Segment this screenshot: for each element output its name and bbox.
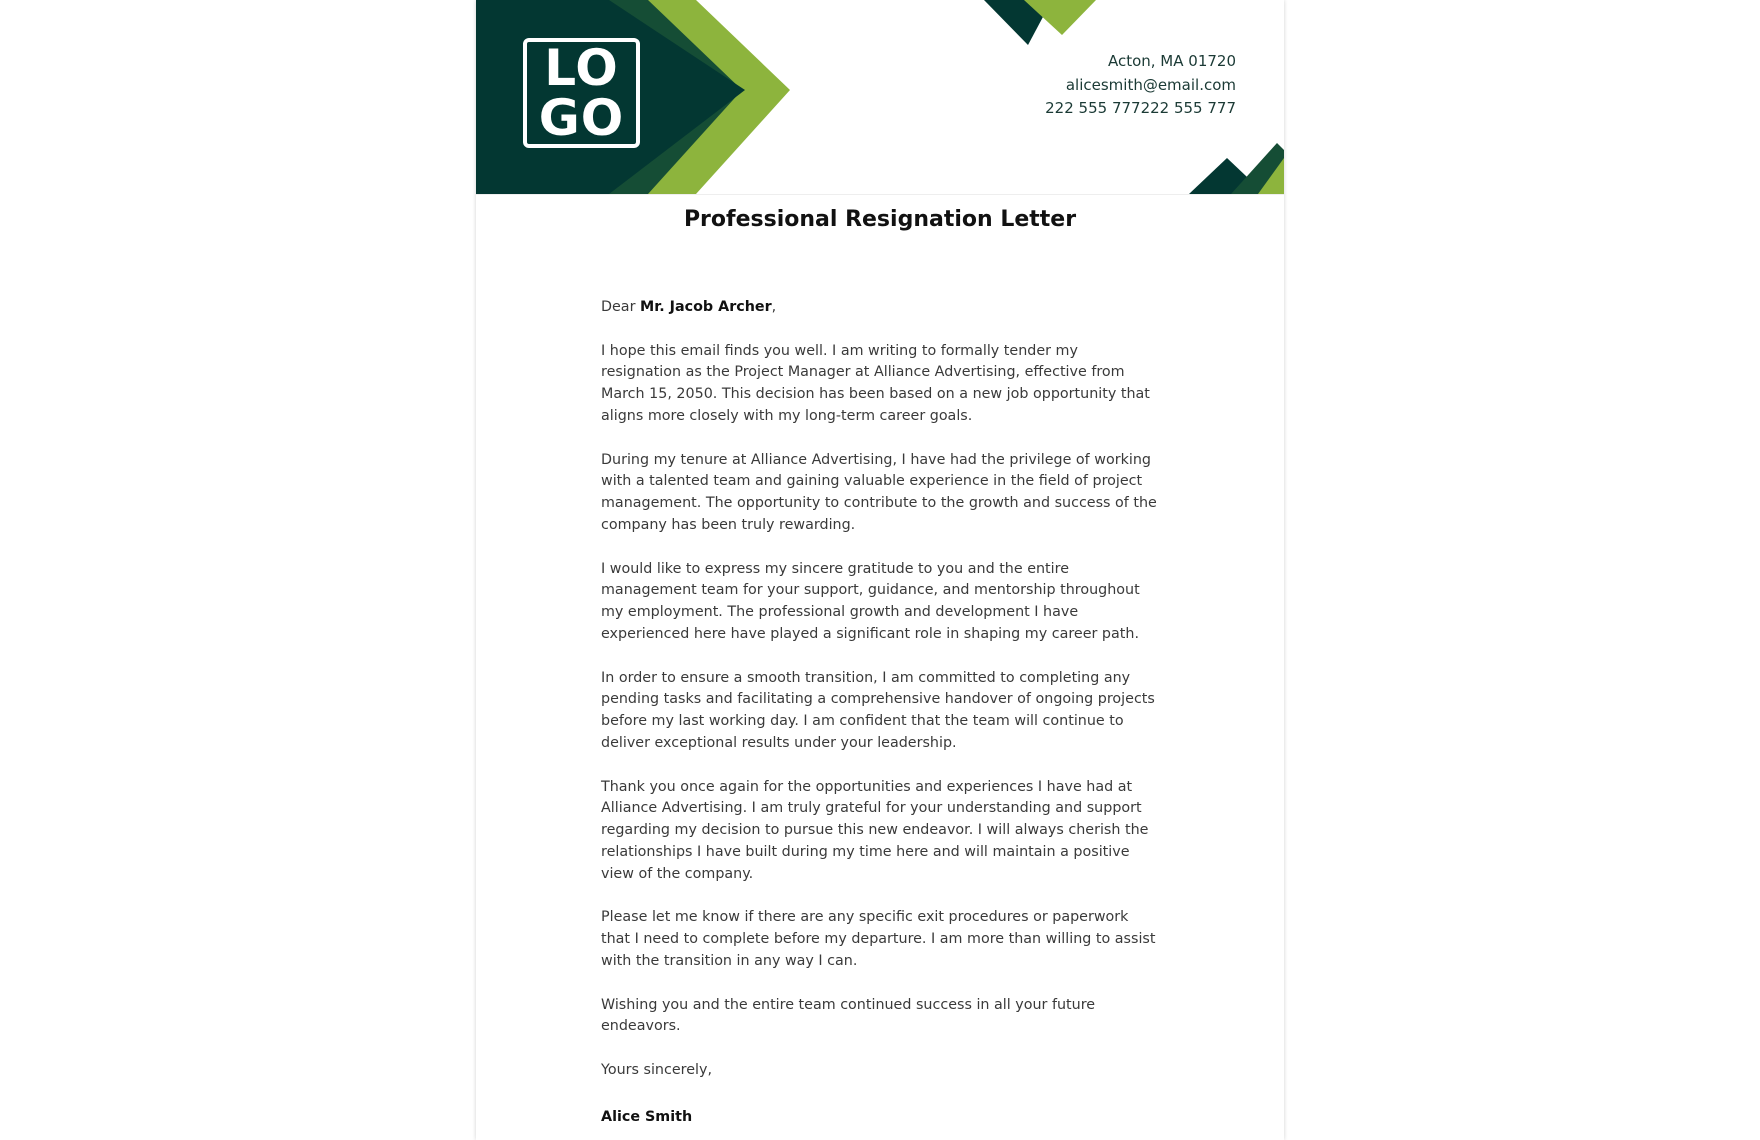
closing: Yours sincerely, <box>601 1061 712 1078</box>
recipient-name: Mr. Jacob Archer <box>640 299 772 315</box>
letter-title: Professional Resignation Letter <box>683 207 1077 232</box>
logo-line-1: LO <box>544 39 619 97</box>
paragraph-6: Please let me know if there are any specific exit procedures or paperwork that I need to complete before my departure. I am more than willing to assist with the transition in any way I can. <box>601 909 1156 969</box>
salutation-prefix: Dear <box>601 299 640 315</box>
salutation-suffix: , <box>771 299 777 315</box>
address-text: Acton, MA 01720 <box>1107 52 1236 70</box>
paragraph-7: Wishing you and the entire team continued success in all your future endeavors. <box>601 996 1096 1035</box>
paragraph-4: In order to ensure a smooth transition, I am committed to completing any pending tasks and facilitating a comprehensive handover of ongoing projects before my last working day. I am confident that the team will continue to deliver exceptional results under your leadership. <box>601 669 1155 751</box>
salutation <box>601 297 1161 319</box>
contact-block <box>1045 50 1236 121</box>
logo-line-2: GO <box>538 89 625 147</box>
email-text: alicesmith@email.com <box>1065 75 1236 94</box>
signature-name: Alice Smith <box>601 1108 693 1125</box>
paragraph-3: I would like to express my sincere gratitude to you and the entire management team for your support, guidance, and mentorship throughout my employment. The professional growth and development I have experienced here have played a significant role in shaping my career path. <box>601 560 1140 642</box>
letterhead <box>476 0 1284 195</box>
phone-text: 222 555 777222 555 777 <box>1045 99 1236 117</box>
company-logo <box>523 38 640 148</box>
paragraph-5: Thank you once again for the opportunities and experiences I have had at Alliance Advertising. I am truly grateful for your understanding and support regarding my decision to pursue this new endeavor. I will always cherish the relationships I have built during my time here and will maintain a positive view of the company. <box>601 778 1149 882</box>
paragraph-1: I hope this email finds you well. I am writing to formally tender my resignation as the Project Manager at Alliance Advertising, effective from March 15, 2050. This decision has been based on a new job opportunity that aligns more closely with my long-term career goals. <box>601 342 1150 424</box>
paragraph-2: During my tenure at Alliance Advertising, I have had the privilege of working with a talented team and gaining valuable experience in the field of project management. The opportunity to contribute to the growth and success of the company has been truly rewarding. <box>601 451 1157 533</box>
letter-body <box>601 297 1161 1128</box>
letter-page <box>476 0 1284 1140</box>
